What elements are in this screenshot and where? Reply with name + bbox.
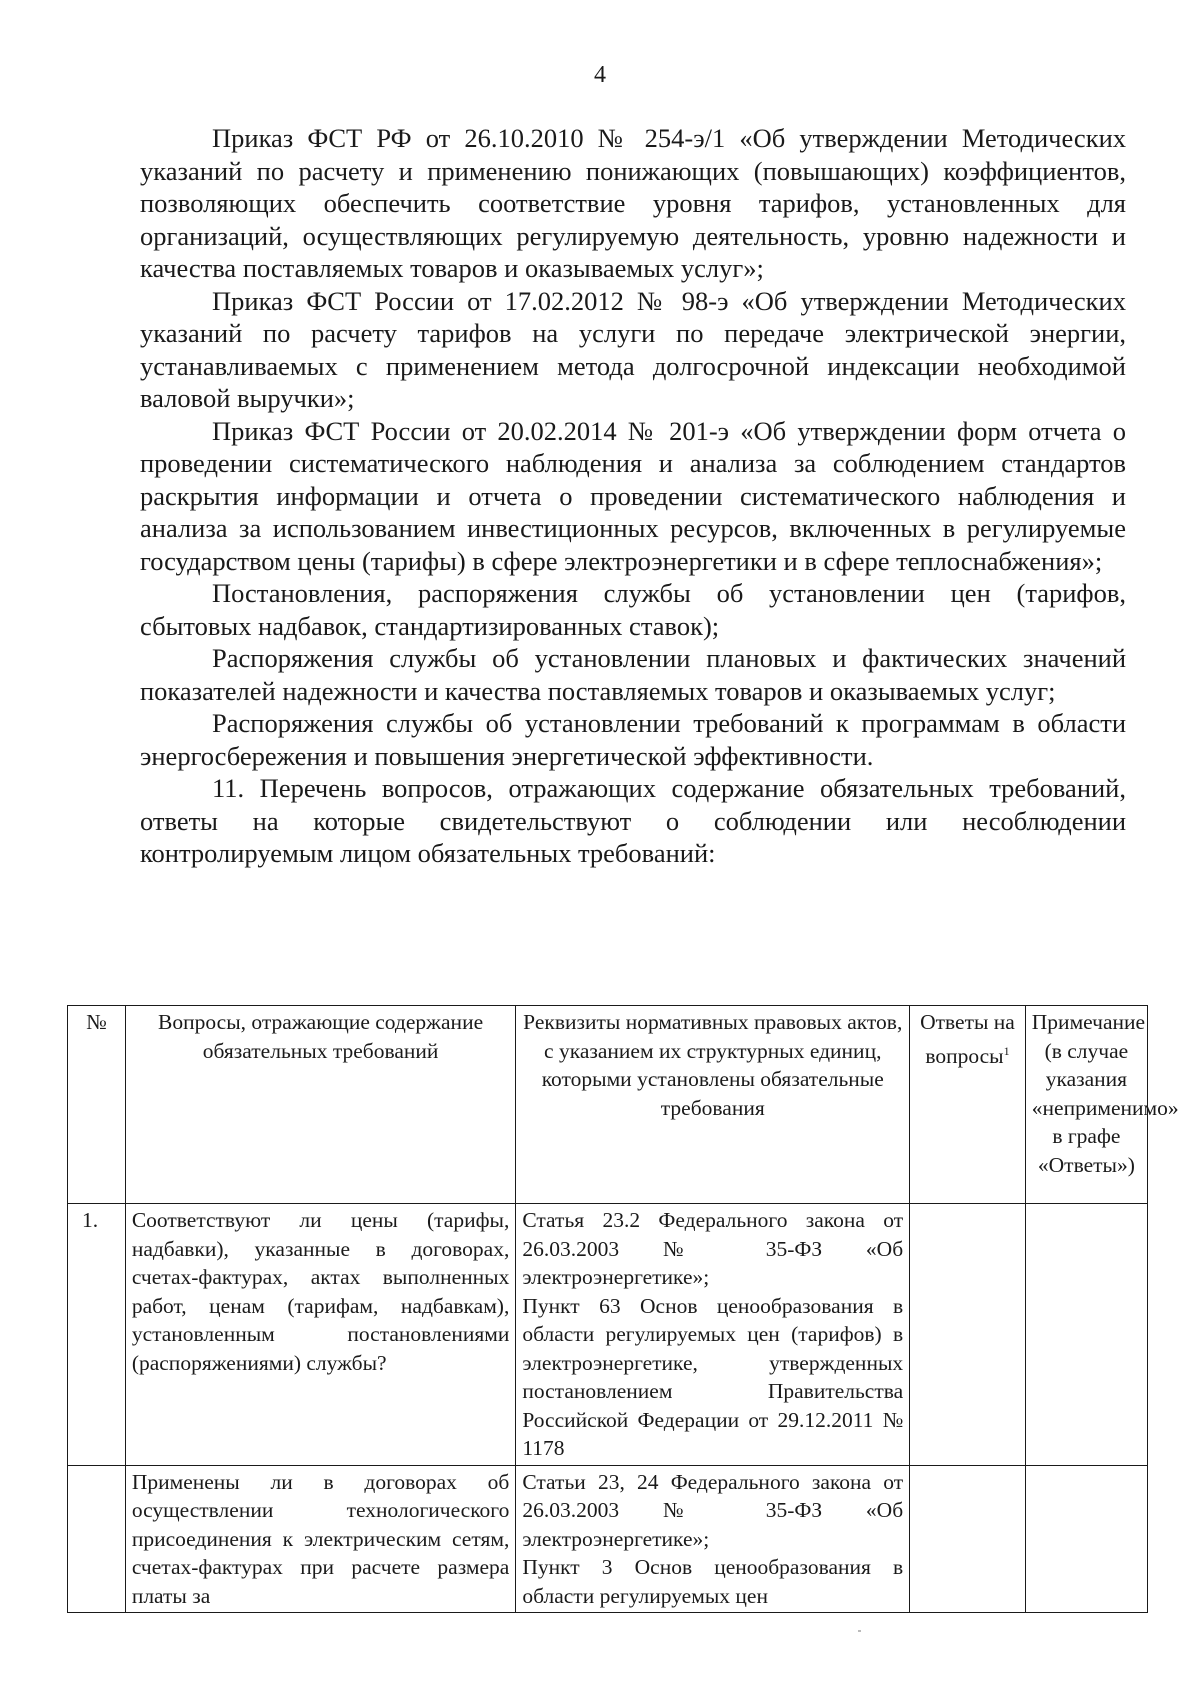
paragraph-energy-saving-orders: Распоряжения службы об установлении требований к программам в области энергосбережения и повышения энергетической эффективности.: [140, 708, 1126, 771]
paragraph-order-254: Приказ ФСТ РФ от 26.10.2010 № 254-э/1 «Об утверждении Методических указаний по расчету и применению понижающих (повышающих) коэффициентов, позволяющих обеспечить соответствие уровня тарифов, установленных для организаций, осуществляющих регулируемую деятельность, уровню надежности и качества поставляемых товаров и оказываемых услуг»;: [140, 123, 1126, 283]
row-question: Соответствуют ли цены (тарифы, надбавки), указанные в договорах, счетах-фактурах, актах выполненных работ, ценам (тарифам, надбавкам), установленным постановлениями (распоряжениями) службы?: [125, 1204, 516, 1466]
header-notes: Примечание (в случае указания «неприменимо» в графе «Ответы»): [1025, 1006, 1147, 1204]
requisite-item: Статьи 23, 24 Федерального закона от 26.03.2003 № 35-ФЗ «Об электроэнергетике»;: [522, 1469, 904, 1551]
requisite-item: Пункт 3 Основ ценообразования в области регулируемых цен: [522, 1555, 904, 1608]
row-note: [1025, 1204, 1147, 1466]
scan-speck: [858, 1630, 861, 1632]
row-answer: [910, 1465, 1026, 1613]
header-answers-label: Ответы на вопросы: [920, 1010, 1015, 1068]
table-row: [68, 1204, 1148, 1466]
header-answers: [910, 1006, 1026, 1204]
paragraph-item-11: 11. Перечень вопросов, отражающих содержание обязательных требований, ответы на которые свидетельствуют о соблюдении или несоблюдении контролируемым лицом обязательных требований:: [140, 773, 1126, 868]
table-header-row: [68, 1006, 1148, 1204]
row-note: [1025, 1465, 1147, 1613]
paragraph-order-201: Приказ ФСТ России от 20.02.2014 № 201-э «Об утверждении форм отчета о проведении систематического наблюдения и анализа за соблюдением стандартов раскрытия информации и отчета о проведении систематического наблюдения и анализа за использованием инвестиционных ресурсов, включенных в регулируемые государством цены (тарифы) в сфере электроэнергетики и в сфере теплоснабжения»;: [140, 415, 1126, 576]
row-number: [68, 1465, 126, 1613]
paragraph-order-98: Приказ ФСТ России от 17.02.2012 № 98-э «Об утверждении Методических указаний по расчету тарифов на услуги по передаче электрической энергии, устанавливаемых с применением метода долгосрочной индексации необходимой валовой выручки»;: [140, 285, 1126, 413]
header-number: №: [68, 1006, 126, 1204]
document-body: [140, 122, 1126, 870]
row-answer: [910, 1204, 1026, 1466]
requirements-table: [67, 1005, 1179, 1613]
row-question: Применены ли в договорах об осуществлении технологического присоединения к электрическим сетям, счетах-фактурах при расчете размера платы за: [125, 1465, 516, 1613]
requisite-item: Статья 23.2 Федерального закона от 26.03.2003 № 35-ФЗ «Об электроэнергетике»;: [522, 1208, 904, 1289]
header-questions: Вопросы, отражающие содержание обязательных требований: [125, 1006, 516, 1204]
table-row: [68, 1465, 1148, 1613]
header-requisites: Реквизиты нормативных правовых актов, с указанием их структурных единиц, которыми установлены обязательные требования: [516, 1006, 910, 1204]
row-number: 1.: [68, 1204, 126, 1466]
row-requisites: [516, 1204, 910, 1466]
requisite-item: Пункт 63 Основ ценообразования в области регулируемых цен (тарифов) в электроэнергетике, утвержденных постановлением Правительства Российской Федерации от 29.12.2011 № 1178: [522, 1293, 904, 1460]
paragraph-reliability-orders: Распоряжения службы об установлении плановых и фактических значений показателей надежности и качества поставляемых товаров и оказываемых услуг;: [140, 643, 1126, 706]
paragraph-resolutions: Постановления, распоряжения службы об установлении цен (тарифов, сбытовых надбавок, стандартизированных ставок);: [140, 578, 1126, 641]
page-number: 4: [594, 62, 606, 88]
row-requisites: [516, 1465, 910, 1613]
footnote-marker: 1: [1003, 1043, 1010, 1058]
